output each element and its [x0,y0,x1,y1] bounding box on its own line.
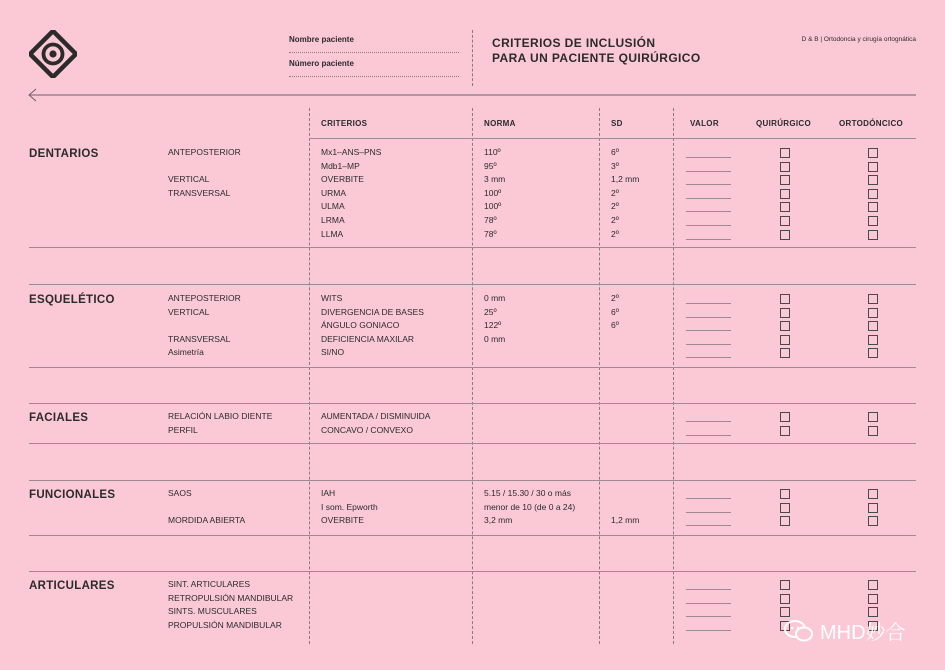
subcategory-label: RETROPULSIÓN MANDIBULAR [168,592,294,603]
section-title: DENTARIOS [29,148,99,160]
valor-input[interactable] [686,225,731,226]
ortodoncico-checkbox[interactable] [868,216,878,226]
ortodoncico-checkbox[interactable] [868,148,878,158]
brand-label: D & B | Ortodoncia y cirugía ortognática [801,36,916,43]
norma-cell: 0 mm [484,293,506,303]
valor-input[interactable] [686,184,731,185]
sd-cell: 2º [611,201,619,212]
ortodoncico-checkbox[interactable] [868,162,878,172]
norma-cell: 122º [484,320,502,331]
ortodoncico-checkbox[interactable] [868,202,878,212]
section-bottom-rule [29,535,916,536]
sd-cell: 1,2 mm [611,515,640,526]
title-line-1: CRITERIOS DE INCLUSIÓN [492,36,656,50]
norma-cell: menor de 10 (de 0 a 24) [484,501,576,512]
subcategory-label: VERTICAL [168,174,210,185]
quirurgico-checkbox[interactable] [780,594,790,604]
quirurgico-checkbox[interactable] [780,175,790,185]
criterio-cell: OVERBITE [321,515,364,526]
criterio-cell: CONCAVO / CONVEXO [321,424,413,435]
ortodoncico-checkbox[interactable] [868,189,878,199]
patient-number-label: Número paciente [289,59,354,68]
ortodoncico-checkbox[interactable] [868,230,878,240]
criterio-cell: DEFICIENCIA MAXILAR [321,333,415,344]
subcategory-label: RELACIÓN LABIO DIENTE [168,411,273,421]
subcategory-label: TRANSVERSAL [168,333,231,344]
criterio-cell: SI/NO [321,347,345,358]
quirurgico-checkbox[interactable] [780,216,790,226]
subcategory-label: MORDIDA ABIERTA [168,515,246,526]
back-arrow-icon[interactable] [28,88,916,102]
diamond-target-logo [29,30,77,78]
ortodoncico-checkbox[interactable] [868,594,878,604]
column-header-criterios: CRITERIOS [321,119,368,128]
norma-cell: 78º [484,228,497,239]
patient-name-field[interactable] [289,52,459,53]
valor-input[interactable] [686,525,731,526]
valor-input[interactable] [686,421,731,422]
criterio-cell: LRMA [321,215,345,225]
criterio-cell: I som. Epworth [321,501,378,512]
sd-cell: 3º [611,160,619,171]
section-top-rule [29,284,916,285]
subcategory-label: VERTICAL [168,306,210,317]
ortodoncico-checkbox[interactable] [868,489,878,499]
ortodoncico-checkbox[interactable] [868,308,878,318]
criterio-cell: Mdb1–MP [321,160,360,171]
quirurgico-checkbox[interactable] [780,503,790,513]
norma-cell: 78º [484,215,497,225]
quirurgico-checkbox[interactable] [780,335,790,345]
subcategory-label: SINTS. MUSCULARES [168,606,257,617]
criterio-cell: DIVERGENCIA DE BASES [321,306,424,317]
subcategory-label: ANTEPOSTERIOR [168,293,241,303]
ortodoncico-checkbox[interactable] [868,294,878,304]
ortodoncico-checkbox[interactable] [868,175,878,185]
subcategory-label: Asimetría [168,347,204,358]
valor-input[interactable] [686,435,731,436]
ortodoncico-checkbox[interactable] [868,348,878,358]
criterio-cell: OVERBITE [321,174,364,185]
ortodoncico-checkbox[interactable] [868,335,878,345]
header-divider [472,30,473,86]
quirurgico-checkbox[interactable] [780,426,790,436]
quirurgico-checkbox[interactable] [780,162,790,172]
section-top-rule [29,571,916,572]
valor-input[interactable] [686,157,731,158]
column-header-valor: VALOR [690,119,719,128]
norma-cell: 5.15 / 15.30 / 30 o más [484,488,571,498]
norma-cell: 3,2 mm [484,515,513,526]
page-title [492,36,701,66]
valor-input[interactable] [686,357,731,358]
patient-number-field[interactable] [289,76,459,77]
ortodoncico-checkbox[interactable] [868,321,878,331]
valor-input[interactable] [686,589,731,590]
quirurgico-checkbox[interactable] [780,148,790,158]
valor-input[interactable] [686,603,731,604]
subcategory-label: PROPULSIÓN MANDIBULAR [168,619,282,630]
ortodoncico-checkbox[interactable] [868,580,878,590]
subcategory-label: ANTEPOSTERIOR [168,147,241,157]
sd-cell: 2º [611,215,619,225]
quirurgico-checkbox[interactable] [780,580,790,590]
norma-cell: 25º [484,306,497,317]
norma-cell: 95º [484,160,497,171]
ortodoncico-checkbox[interactable] [868,516,878,526]
valor-input[interactable] [686,303,731,304]
watermark-text: MHD妙合 [820,622,906,644]
chat-bubbles-icon [784,619,814,643]
quirurgico-checkbox[interactable] [780,348,790,358]
section-top-rule [29,480,916,481]
ortodoncico-checkbox[interactable] [868,426,878,436]
norma-cell: 0 mm [484,333,506,344]
valor-input[interactable] [686,211,731,212]
criterio-cell: Mx1–ANS–PNS [321,147,382,157]
sd-cell: 2º [611,228,619,239]
criterio-cell: WITS [321,293,343,303]
valor-input[interactable] [686,630,731,631]
column-header-ortodoncico: ORTODÓNCICO [839,119,904,128]
column-divider-sd [599,108,600,644]
title-line-2: PARA UN PACIENTE QUIRÚRGICO [492,51,701,65]
sd-cell: 6º [611,147,619,157]
subcategory-label: SINT. ARTICULARES [168,579,251,589]
column-divider-norma [472,108,473,644]
section-bottom-rule [29,443,916,444]
column-header-quirurgico: QUIRÚRGICO [756,119,811,128]
valor-input[interactable] [686,512,731,513]
column-header-norma: NORMA [484,119,516,128]
valor-input[interactable] [686,171,731,172]
valor-input[interactable] [686,198,731,199]
valor-input[interactable] [686,498,731,499]
ortodoncico-checkbox[interactable] [868,412,878,422]
quirurgico-checkbox[interactable] [780,294,790,304]
criterio-cell: LLMA [321,228,344,239]
quirurgico-checkbox[interactable] [780,489,790,499]
quirurgico-checkbox[interactable] [780,412,790,422]
sd-cell: 6º [611,320,619,331]
criterio-cell: URMA [321,187,347,198]
norma-cell: 110º [484,147,501,157]
sd-cell: 2º [611,187,619,198]
subcategory-label: PERFIL [168,424,198,435]
section-top-rule [29,403,916,404]
ortodoncico-checkbox[interactable] [868,503,878,513]
quirurgico-checkbox[interactable] [780,202,790,212]
norma-cell: 100º [484,187,502,198]
criterio-cell: AUMENTADA / DISMINUIDA [321,411,431,421]
valor-input[interactable] [686,616,731,617]
quirurgico-checkbox[interactable] [780,189,790,199]
valor-input[interactable] [686,330,731,331]
section-title: FACIALES [29,412,89,424]
watermark [784,616,906,645]
subcategory-label: TRANSVERSAL [168,187,231,198]
sd-cell: 1,2 mm [611,174,640,185]
criterio-cell: ULMA [321,201,345,212]
patient-name-label: Nombre paciente [289,35,354,44]
subcategory-label: SAOS [168,488,192,498]
criterio-cell: IAH [321,488,336,498]
column-divider-criterios [309,108,310,644]
section-title: ESQUELÉTICO [29,294,115,306]
sd-cell: 6º [611,306,619,317]
section-bottom-rule [29,367,916,368]
column-header-sd: SD [611,119,623,128]
valor-input[interactable] [686,317,731,318]
quirurgico-checkbox[interactable] [780,230,790,240]
criterio-cell: ÁNGULO GONIACO [321,320,400,331]
section-bottom-rule [29,247,916,248]
quirurgico-checkbox[interactable] [780,308,790,318]
quirurgico-checkbox[interactable] [780,321,790,331]
valor-input[interactable] [686,344,731,345]
column-divider-valor [673,108,674,644]
norma-cell: 3 mm [484,174,506,185]
section-title: ARTICULARES [29,580,115,592]
section-title: FUNCIONALES [29,489,116,501]
sd-cell: 2º [611,293,619,303]
valor-input[interactable] [686,239,731,240]
norma-cell: 100º [484,201,502,212]
quirurgico-checkbox[interactable] [780,516,790,526]
header-rule [309,138,916,139]
